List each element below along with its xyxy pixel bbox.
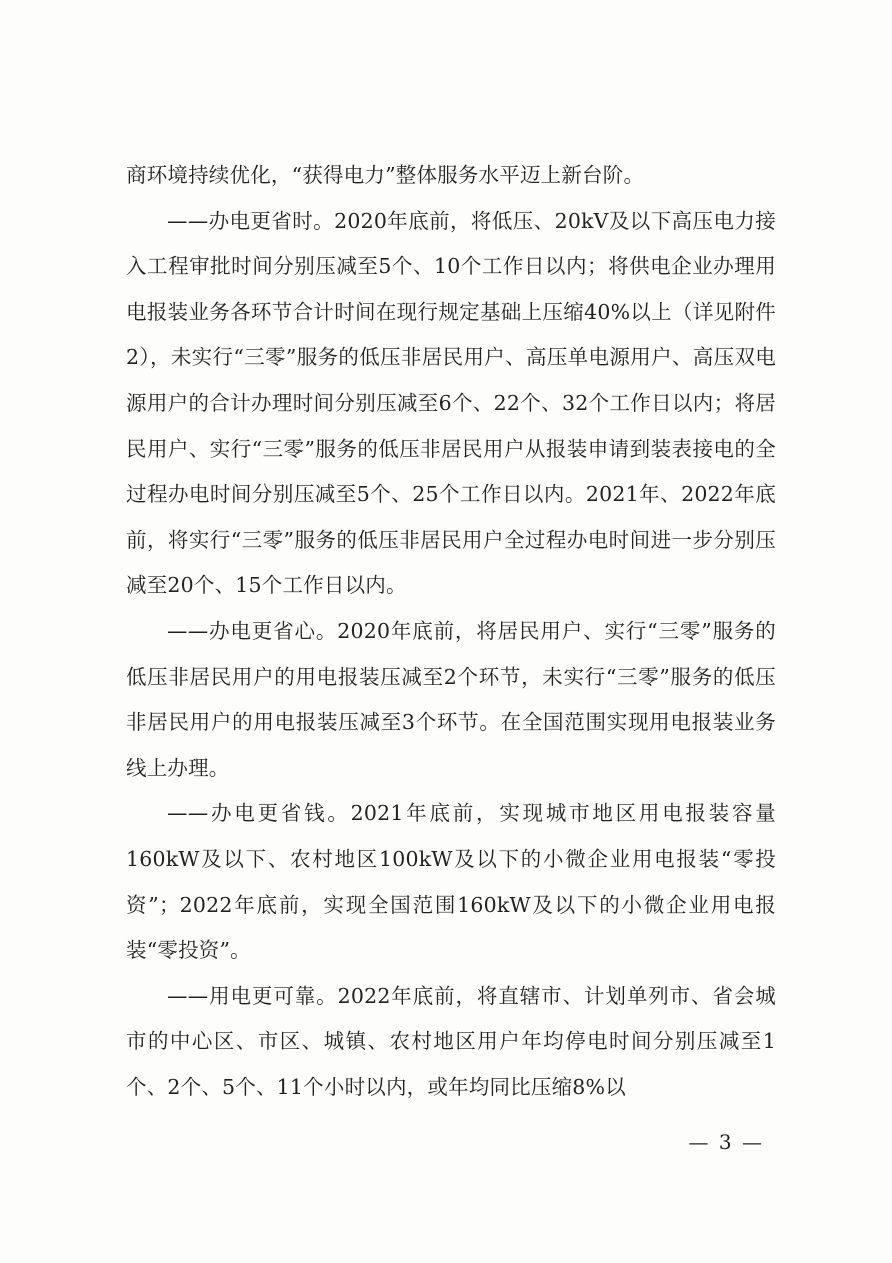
paragraph-2	[126, 199, 776, 609]
paragraph-5	[126, 974, 776, 1111]
paragraph-5-lead: ——用电更可靠。	[167, 983, 338, 1008]
paragraph-2-text: 2020年底前，将低压、20kV及以下高压电力接入工程审批时间分别压减至5个、10个工作日以内；将供电企业办理用电报装业务各环节合计时间在现行规定基础上压缩40%以上（详见附件2），未实行“三零”服务的低压非居民用户、高压单电源用户、高压双电源用户的合计办理时间分别压减至6个、22个、32个工作日以内；将居民用户、实行“三零”服务的低压非居民用户从报装申请到装表接电的全过程办电时间分别压减至5个、25个工作日以内。2021年、2022年底前，将实行“三零”服务的低压非居民用户全过程办电时间进一步分别压减至20个、15个工作日以内。	[126, 208, 776, 598]
paragraph-4-lead: ——办电更省钱。	[167, 801, 351, 826]
paragraph-3	[126, 609, 776, 791]
paragraph-1-text: 商环境持续优化，“获得电力”整体服务水平迈上新台阶。	[126, 163, 645, 187]
paragraph-4-text: 2021年底前，实现城市地区用电报装容量160kW及以下、农村地区100kW及以下的小微企业用电报装“零投资”；2022年底前，实现全国范围160kW及以下的小微企业用电报装“零投资”。	[126, 801, 776, 963]
paragraph-3-text: 2020年底前，将居民用户、实行“三零”服务的低压非居民用户的用电报装压减至2个环节，未实行“三零”服务的低压非居民用户的用电报装压减至3个环节。在全国范围实现用电报装业务线上办理。	[126, 618, 776, 780]
paragraph-3-lead: ——办电更省心。	[167, 618, 338, 643]
page-number: — 3 —	[688, 1130, 764, 1154]
paragraph-1	[126, 153, 776, 199]
paragraph-2-lead: ——办电更省时。	[167, 208, 335, 233]
paragraph-5-text: 2022年底前，将直辖市、计划单列市、省会城市的中心区、市区、城镇、农村地区用户年均停电时间分别压减至1个、2个、5个、11个小时以内，或年均同比压缩8%以	[126, 983, 776, 1099]
paragraph-4	[126, 791, 776, 973]
body-text	[126, 153, 776, 1110]
